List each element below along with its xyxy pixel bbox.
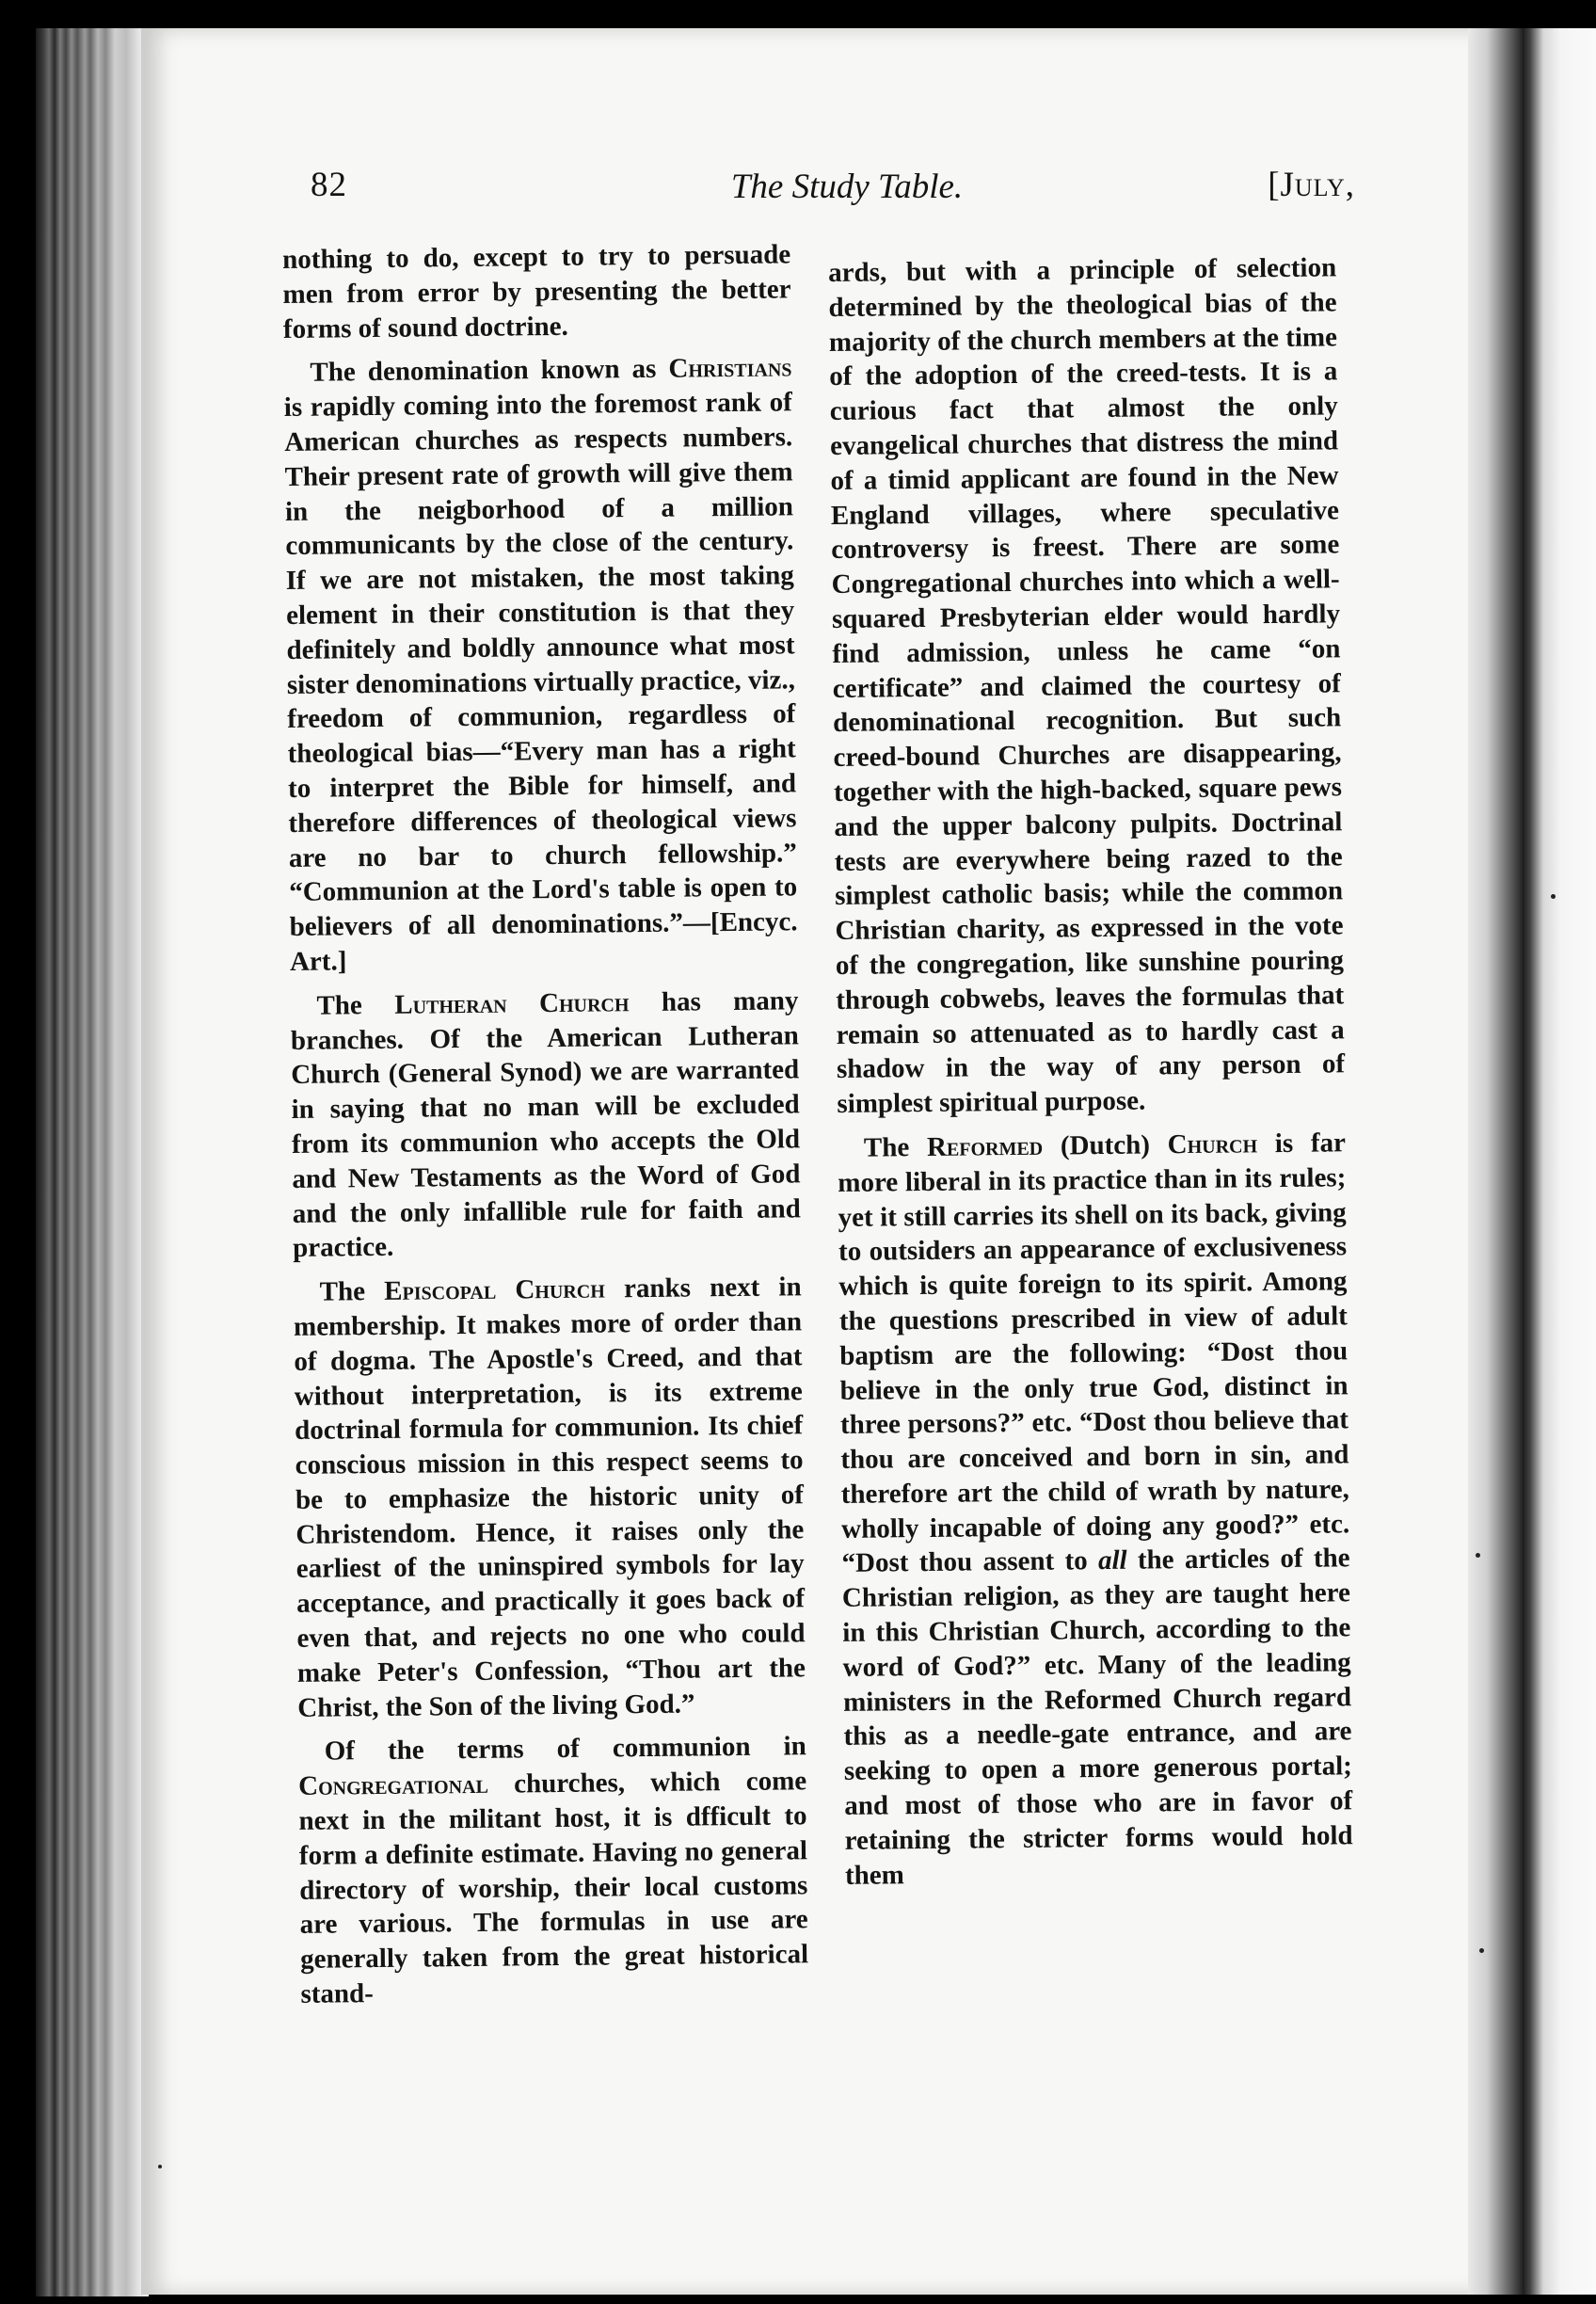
left-column: [282, 237, 809, 2021]
book-gutter: [1468, 28, 1524, 2295]
paragraph-text: Of the terms of communion in: [324, 1731, 806, 1768]
paragraph: [298, 1730, 809, 2012]
paragraph-text: ranks next in membership. It makes more of order than of dogma. The Apostle's Creed, and that without interpretation, is its extreme doctrinal formula for communion. Its chief conscious mission in this respect seems to be to emphasize the historic unity of Christendom. Hence, it raises only the earliest of the uninspired symbols for lay acceptance, and practically it goes back of even that, and rejects no one who could make Peter's Confession, “Thou art the Christ, the Son of the living God.”: [293, 1272, 806, 1723]
running-month: [July,: [1268, 166, 1355, 204]
paragraph-text: churches, which come next in the militant host, it is dfficult to form a definite estimate. Having no general directory of worship, their local customs are various. The formulas in use are generally taken from the great historical stand-: [298, 1766, 809, 2009]
paragraph: [838, 1126, 1353, 1893]
paragraph-text: has many branches. Of the American Lutheran Church (General Synod) we are warranted in saying that no man will be excluded from its communion who accepts the Old and New Testaments as the Word of God and the only infallible rule for faith and practice.: [290, 985, 801, 1264]
paragraph: [283, 351, 798, 980]
denomination-name: Episcopal Church: [384, 1273, 605, 1307]
book-page-edges: [36, 28, 149, 2296]
paragraph-text: ards, but with a principle of selection determined by the theological bias of the majority of the church members at the time of the adoption of the creed-tests. It is a curious fact that almost the only evangelical churches that distress the mind of a timid applicant are found in the New England villages, where speculative controversy is freest. There are some Congregational churches into which a well-squared Presbyterian elder would hardly find admission, unless he came “on certificate” and claimed the courtesy of denominational recognition. But such creed-bound Churches are disappearing, together with the high-backed, square pews and the upper balcony pulpits. Doctrinal tests are everywhere being razed to the simplest catholic basis; while the common Christian charity, as expressed in the vote of the congregation, like sunshine pouring through cobwebs, leaves the formulas that remain so attenuated as to hardly cast a shadow in the way of any person of simplest spiritual purpose.: [828, 252, 1346, 1120]
paragraph-text: The: [319, 1276, 385, 1307]
denomination-name: Congregational: [298, 1769, 489, 1802]
speck-mark: [1551, 894, 1556, 899]
speck-mark: [158, 2165, 162, 2168]
right-column: [828, 250, 1353, 1902]
denomination-name: Church: [1167, 1128, 1258, 1160]
denomination-name: Christians: [668, 352, 792, 385]
denomination-name: Reformed: [926, 1130, 1044, 1162]
paragraph: [828, 250, 1346, 1122]
running-title: The Study Table.: [730, 168, 964, 206]
paragraph: [282, 237, 791, 346]
page-number: 82: [311, 166, 347, 204]
paragraph-text: the articles of the Christian religion, as they are taught here in this Christian Church, according to the word of God?” etc. Many of the leading ministers in the Reformed Church regard this as a needle-gate entrance, and are seeking to open a more generous portal; and most of those who are in favor of retaining the stricter forms would hold them: [841, 1543, 1353, 1891]
running-head: [311, 165, 1355, 221]
paragraph-text: nothing to do, except to try to persuade men from error by presenting the better forms of sound doctrine.: [282, 239, 791, 344]
paragraph-text: The denomination known as: [310, 354, 669, 389]
paragraph-text: (Dutch): [1042, 1129, 1168, 1161]
facing-page-edge: [1523, 28, 1596, 2295]
paragraph-text: is far more liberal in its practice than in its rules; yet it still carries its shell on its back, giving to outsiders an appearance of exclusiveness which is quite foreign to its spirit. Among the questions prescribed in view of adult baptism are the following: “Dost thou believe in the only true God, distinct in three persons?” etc. “Dost thou believe that thou are conceived and born in sin, and therefore art the child of wrath by nature, wholly incapable of doing any good?” etc. “Dost thou assent to: [838, 1128, 1350, 1579]
emphasis-text: all: [1097, 1545, 1127, 1576]
paragraph: [293, 1270, 806, 1725]
paragraph-text: The: [863, 1131, 928, 1163]
denomination-name: Lutheran Church: [394, 986, 630, 1020]
speck-mark: [1476, 1553, 1480, 1558]
paragraph: [290, 984, 801, 1266]
paragraph-text: The: [316, 989, 395, 1021]
speck-mark: [1479, 1948, 1484, 1953]
paragraph-text: is rapidly coming into the foremost rank of American churches as respects numbers. Their present rate of growth will give them in the neigborhood of a million communicants by the close of the century. If we are not mistaken, the most taking element in their constitution is that they definitely and boldly announce what most sister denominations virtually practice, viz., freedom of communion, regardless of theological bias—“Every man has a right to interpret the Bible for himself, and therefore differences of theological views are no bar to church fellowship.” “Communion at the Lord's table is open to believers of all denominations.”—[Encyc. Art.]: [283, 387, 798, 977]
